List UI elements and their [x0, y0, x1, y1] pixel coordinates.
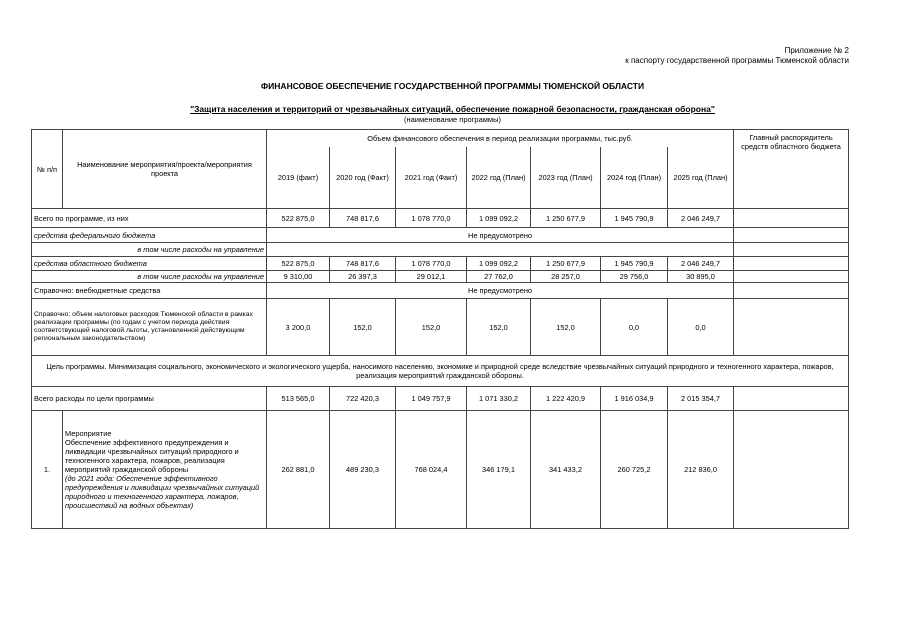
value-cell: 2 046 249,7 — [668, 257, 734, 271]
event-name: Обеспечение эффективного предупреждения и ликвидации чрезвычайных ситуаций природного и техногенного характера, пожаров, реализация мероприятий гражданской обороны — [65, 438, 239, 474]
value-cell: 768 024,4 — [396, 411, 467, 529]
row-label: Всего расходы по цели программы — [32, 387, 267, 411]
empty-cell — [267, 243, 734, 257]
appendix-line-1: Приложение № 2 — [784, 46, 849, 55]
value-cell: 27 762,0 — [467, 271, 531, 283]
table-row — [32, 411, 849, 529]
header-num: № п/п — [32, 130, 63, 209]
table-row — [32, 243, 849, 257]
value-cell: 29 756,0 — [601, 271, 668, 283]
header-volume: Объем финансового обеспечения в период реализации программы, тыс.руб. — [267, 130, 734, 147]
value-cell: 0,0 — [601, 299, 668, 356]
value-cell: 1 099 092,2 — [467, 257, 531, 271]
document-title: ФИНАНСОВОЕ ОБЕСПЕЧЕНИЕ ГОСУДАРСТВЕННОЙ ПРОГРАММЫ ТЮМЕНСКОЙ ОБЛАСТИ — [260, 81, 645, 91]
appendix-line-2: к паспорту государственной программы Тюменской области — [625, 56, 849, 65]
value-cell: 1 916 034,9 — [601, 387, 668, 411]
row-number: 1. — [32, 411, 63, 529]
value-cell: 1 250 677,9 — [531, 209, 601, 228]
value-cell: 1 078 770,0 — [396, 209, 467, 228]
row-label: в том числе расходы на управление — [32, 243, 267, 257]
event-type: Мероприятие — [65, 429, 112, 438]
value-cell: 489 230,3 — [330, 411, 396, 529]
row-label — [32, 299, 267, 356]
value-cell: 2 015 354,7 — [668, 387, 734, 411]
value-cell: 722 420,3 — [330, 387, 396, 411]
program-goal: Цель программы. Минимизация социального, экономического и экологического ущерба, наносимого населению, экономике и природной среде вследствие чрезвычайных ситуаций природного и техногенного характера, пожаров, реализация мероприятий гражданской обороны. — [32, 356, 849, 387]
value-cell: 1 078 770,0 — [396, 257, 467, 271]
year-header: 2025 год (План) — [668, 147, 734, 209]
value-cell: 26 397,3 — [330, 271, 396, 283]
value-cell: 1 071 330,2 — [467, 387, 531, 411]
appendix-note — [625, 46, 849, 66]
header-manager: Главный распорядитель средств областного бюджета — [734, 130, 849, 209]
value-cell: 152,0 — [531, 299, 601, 356]
value-cell: 30 895,0 — [668, 271, 734, 283]
value-cell: 513 565,0 — [267, 387, 330, 411]
year-header: 2024 год (План) — [601, 147, 668, 209]
value-cell: 341 433,2 — [531, 411, 601, 529]
manager-cell — [734, 283, 849, 299]
table-row — [32, 299, 849, 356]
value-cell: 2 046 249,7 — [668, 209, 734, 228]
program-name: "Защита населения и территорий от чрезвычайных ситуаций, обеспечение пожарной безопасности, гражданская оборона" — [190, 104, 715, 114]
value-cell: 346 179,1 — [467, 411, 531, 529]
manager-cell — [734, 271, 849, 283]
not-provided-note: Не предусмотрено — [267, 283, 734, 299]
header-name: Наименование мероприятия/проекта/мероприятия проекта — [63, 130, 267, 209]
table-row — [32, 209, 849, 228]
manager-cell — [734, 387, 849, 411]
value-cell: 1 099 092,2 — [467, 209, 531, 228]
value-cell: 212 836,0 — [668, 411, 734, 529]
event-note: (до 2021 года: Обеспечение эффективного предупреждения и ликвидации чрезвычайных ситуаций природного и техногенного характера, пожаров, происшествий на водных объектах) — [65, 474, 260, 510]
value-cell: 748 817,6 — [330, 257, 396, 271]
table-row — [32, 271, 849, 283]
event-label — [63, 411, 267, 529]
row-label: Всего по программе, из них — [32, 209, 267, 228]
manager-cell — [734, 228, 849, 243]
row-label: Справочно: внебюджетные средства — [32, 283, 267, 299]
program-caption: (наименование программы) — [404, 115, 501, 124]
value-cell: 522 875,0 — [267, 209, 330, 228]
value-cell: 748 817,6 — [330, 209, 396, 228]
value-cell: 1 049 757,9 — [396, 387, 467, 411]
year-header: 2020 год (Факт) — [330, 147, 396, 209]
row-label: средства федерального бюджета — [32, 228, 267, 243]
manager-cell — [734, 257, 849, 271]
value-cell: 152,0 — [396, 299, 467, 356]
value-cell: 1 945 790,9 — [601, 209, 668, 228]
value-cell: 29 012,1 — [396, 271, 467, 283]
manager-cell — [734, 243, 849, 257]
tax-label-text: Справочно: объем налоговых расходов Тюменской области в рамках реализации программы (по годам с учетом периода действия соответствующей налоговой льготы, установленной действующим региональным законодательством) — [34, 311, 253, 342]
value-cell: 9 310,00 — [267, 271, 330, 283]
value-cell: 3 200,0 — [267, 299, 330, 356]
value-cell: 1 945 790,9 — [601, 257, 668, 271]
table-row — [32, 356, 849, 387]
value-cell: 522 875,0 — [267, 257, 330, 271]
manager-cell — [734, 209, 849, 228]
row-label: средства областного бюджета — [32, 257, 267, 271]
value-cell: 1 222 420,9 — [531, 387, 601, 411]
table-row — [32, 387, 849, 411]
year-header: 2019 (факт) — [267, 147, 330, 209]
value-cell: 152,0 — [467, 299, 531, 356]
table-row — [32, 257, 849, 271]
manager-cell — [734, 299, 849, 356]
year-header: 2023 год (План) — [531, 147, 601, 209]
value-cell: 0,0 — [668, 299, 734, 356]
value-cell: 262 881,0 — [267, 411, 330, 529]
financing-table — [31, 129, 849, 529]
year-header: 2021 год (Факт) — [396, 147, 467, 209]
value-cell: 28 257,0 — [531, 271, 601, 283]
manager-cell — [734, 411, 849, 529]
not-provided-note: Не предусмотрено — [267, 228, 734, 243]
year-header: 2022 год (План) — [467, 147, 531, 209]
row-label: в том числе расходы на управление — [32, 271, 267, 283]
value-cell: 152,0 — [330, 299, 396, 356]
table-row — [32, 228, 849, 243]
value-cell: 260 725,2 — [601, 411, 668, 529]
table-row — [32, 283, 849, 299]
value-cell: 1 250 677,9 — [531, 257, 601, 271]
